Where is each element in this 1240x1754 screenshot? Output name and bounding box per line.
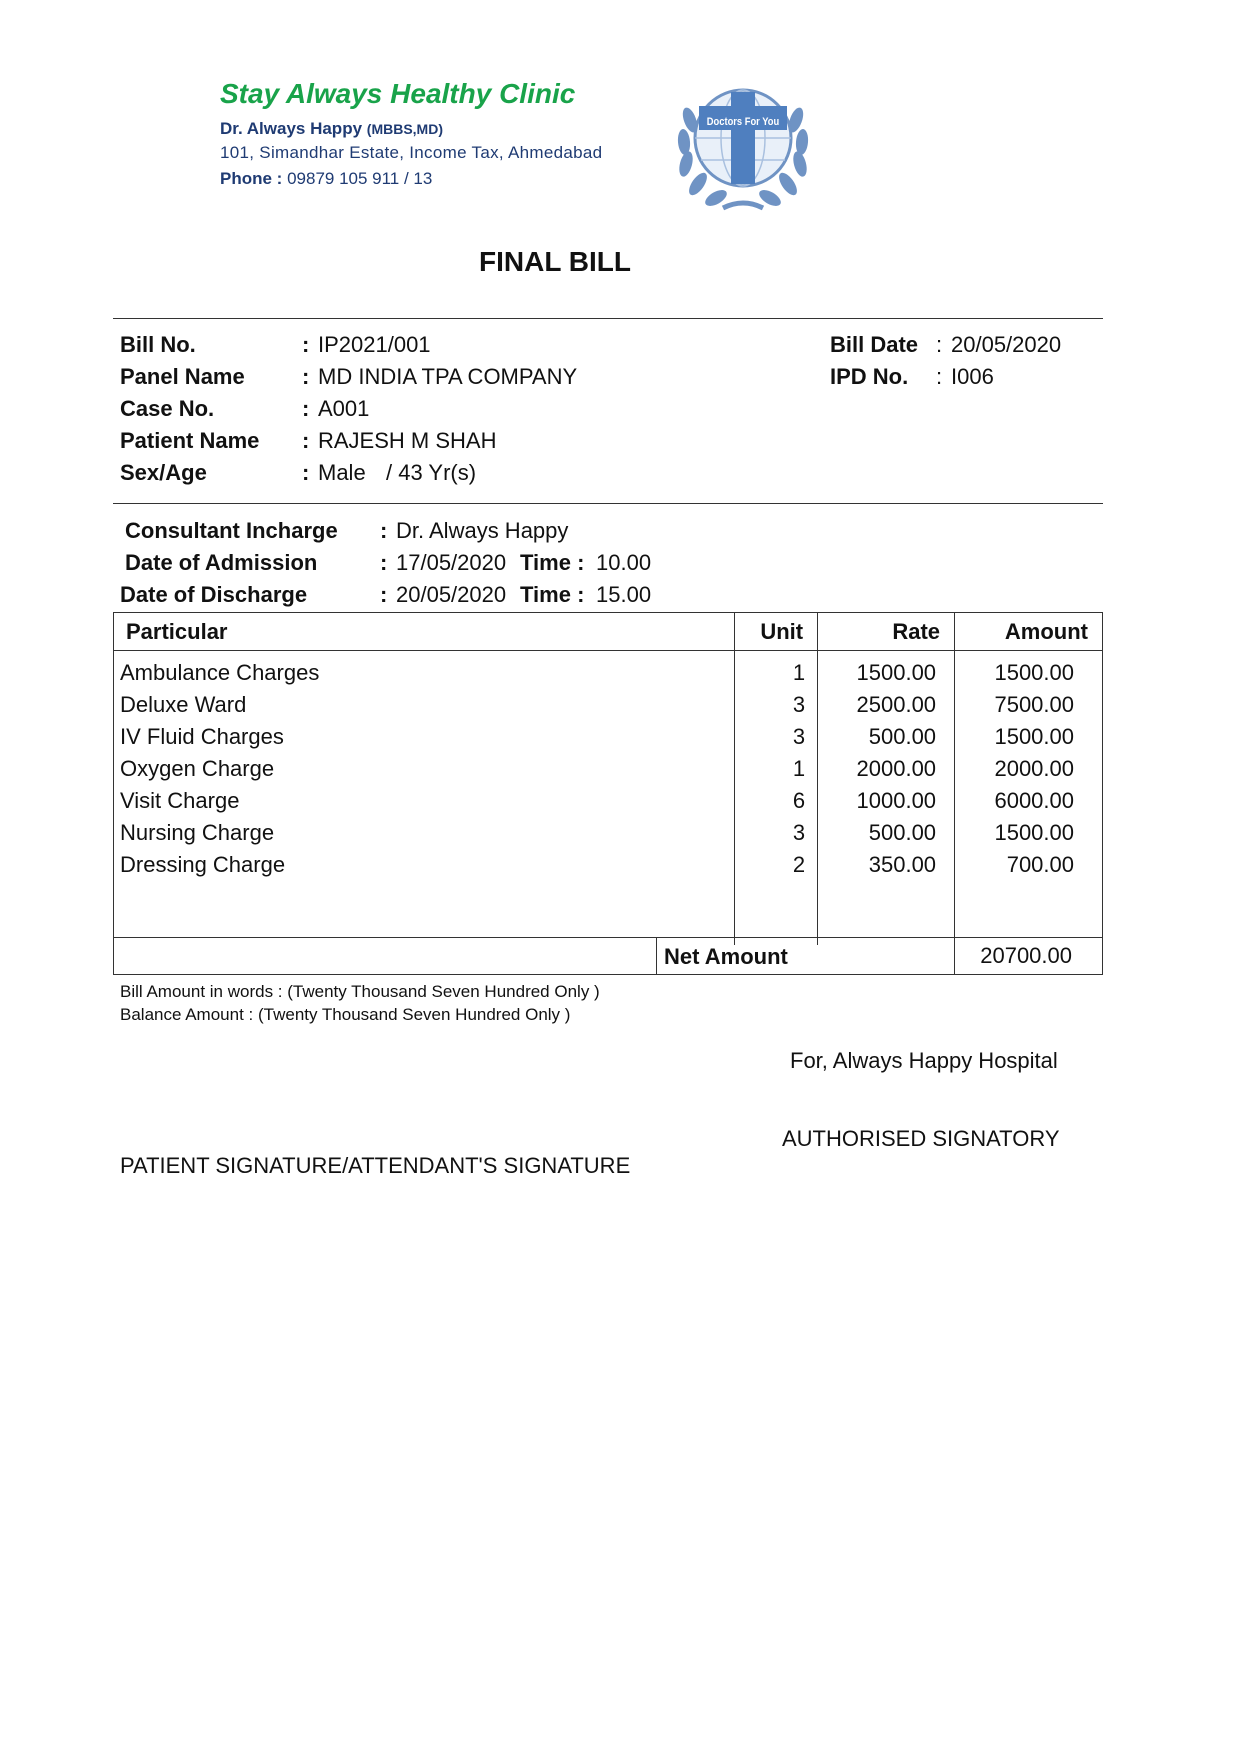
ipd-no-value: I006 (951, 364, 994, 389)
table-header-row (114, 613, 1103, 651)
table-cell: 1 (792, 756, 806, 781)
admission-date-value: 17/05/2020 (396, 550, 507, 575)
phone-value: 09879 105 911 / 13 (287, 169, 433, 188)
colon: : (302, 460, 310, 485)
net-amount-value: 20700.00 (980, 943, 1072, 968)
table-cell: 1500.00 (994, 820, 1074, 845)
admission-date-label: Date of Admission (125, 550, 318, 575)
discharge-date-value: 20/05/2020 (396, 582, 507, 607)
consultant-value: Dr. Always Happy (396, 518, 569, 543)
table-cell: 500.00 (868, 820, 937, 845)
colon: : (936, 332, 943, 357)
panel-name-label: Panel Name (120, 364, 245, 389)
colon: : (380, 550, 388, 575)
doctor-name-line (220, 119, 443, 139)
doctor-degree: (MBBS,MD) (366, 121, 443, 137)
table-cell: 3 (792, 820, 806, 845)
admission-time-value: 10.00 (596, 550, 652, 575)
table-cell: Deluxe Ward (120, 692, 247, 717)
rate-column (818, 651, 955, 946)
particular-column (114, 651, 735, 946)
unit-column (735, 651, 818, 946)
colon: : (380, 582, 388, 607)
patient-name-value: RAJESH M SHAH (318, 428, 497, 453)
table-cell: 350.00 (868, 852, 937, 877)
header-particular: Particular (114, 613, 735, 651)
patient-signature: PATIENT SIGNATURE/ATTENDANT'S SIGNATURE (120, 1153, 631, 1178)
net-amount-label: Net Amount (664, 944, 788, 969)
colon: : (302, 332, 310, 357)
panel-name-value: MD INDIA TPA COMPANY (318, 364, 578, 389)
table-cell: 6000.00 (994, 788, 1074, 813)
header-amount: Amount (955, 613, 1103, 651)
doctor-name: Dr. Always Happy (220, 119, 363, 138)
table-cell: Dressing Charge (120, 852, 286, 877)
sex-age-label: Sex/Age (120, 460, 207, 485)
table-cell: 1 (792, 660, 806, 685)
table-cell: 2000.00 (994, 756, 1074, 781)
table-cell: 500.00 (868, 724, 937, 749)
page-title: FINAL BILL (479, 246, 631, 277)
discharge-date-label: Date of Discharge (120, 582, 308, 607)
table-cell: 1500.00 (856, 660, 937, 685)
for-hospital: For, Always Happy Hospital (790, 1048, 1058, 1073)
sex-value: Male (318, 460, 366, 485)
table-cell: 7500.00 (994, 692, 1074, 717)
consultant-label: Consultant Incharge (125, 518, 338, 543)
net-amount-divider (954, 937, 955, 975)
bill-no-label: Bill No. (120, 332, 196, 357)
discharge-time-label: Time : (520, 582, 585, 607)
case-no-value: A001 (318, 396, 370, 421)
colon: : (936, 364, 943, 389)
net-amount-divider (656, 937, 657, 975)
table-cell: 2500.00 (856, 692, 937, 717)
bill-date-label: Bill Date (830, 332, 919, 357)
bill-amount-words: Bill Amount in words : (Twenty Thousand Seven Hundred Only ) (120, 982, 600, 1001)
admission-time-label: Time : (520, 550, 585, 575)
table-cell: 2 (792, 852, 806, 877)
table-cell: 1500.00 (994, 724, 1074, 749)
age-value: / 43 Yr(s) (386, 460, 477, 485)
clinic-name: Stay Always Healthy Clinic (220, 78, 576, 109)
table-cell: IV Fluid Charges (120, 724, 284, 749)
discharge-time-value: 15.00 (596, 582, 652, 607)
divider (113, 503, 1103, 504)
logo-text: Doctors For You (706, 116, 780, 128)
divider (113, 318, 1103, 319)
balance-amount-words: Balance Amount : (Twenty Thousand Seven Hundred Only ) (120, 1005, 571, 1024)
charges-table (113, 612, 1103, 945)
table-cell: Ambulance Charges (120, 660, 320, 685)
table-cell: Visit Charge (120, 788, 240, 813)
authorised-signatory: AUTHORISED SIGNATORY (782, 1126, 1060, 1151)
ipd-no-label: IPD No. (830, 364, 909, 389)
amount-column (955, 651, 1103, 946)
table-cell: 700.00 (1006, 852, 1074, 877)
clinic-phone (220, 169, 432, 189)
table-cell: 6 (792, 788, 806, 813)
table-cell: 3 (792, 692, 806, 717)
patient-name-label: Patient Name (120, 428, 260, 453)
header-rate: Rate (818, 613, 955, 651)
table-cell: Oxygen Charge (120, 756, 275, 781)
table-cell: 1500.00 (994, 660, 1074, 685)
colon: : (302, 396, 310, 421)
table-cell: 2000.00 (856, 756, 937, 781)
table-body (114, 651, 1103, 946)
clinic-address: 101, Simandhar Estate, Income Tax, Ahmedabad (220, 143, 603, 162)
header-unit: Unit (735, 613, 818, 651)
colon: : (302, 364, 310, 389)
colon: : (380, 518, 388, 543)
bill-no-value: IP2021/001 (318, 332, 431, 357)
table-cell: 1000.00 (856, 788, 937, 813)
bill-date-value: 20/05/2020 (951, 332, 1062, 357)
table-cell: 3 (792, 724, 806, 749)
case-no-label: Case No. (120, 396, 215, 421)
clinic-logo (668, 60, 818, 216)
table-cell: Nursing Charge (120, 820, 275, 845)
phone-label: Phone : (220, 169, 283, 188)
colon: : (302, 428, 310, 453)
